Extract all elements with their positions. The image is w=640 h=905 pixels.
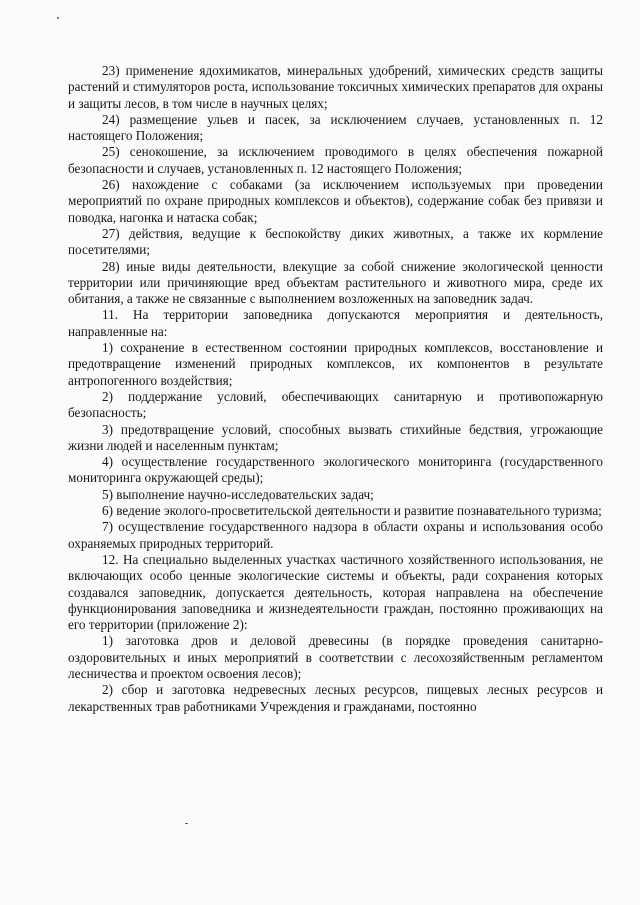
paragraph-item-23: 23) применение ядохимикатов, минеральных удобрений, химических средств защиты растений и стимуляторов роста, использование токсичных химических препаратов для охраны и защиты лесов, в том числе в научных целях; [68, 63, 603, 111]
scan-speck [185, 823, 188, 824]
paragraph-item-27: 27) действия, ведущие к беспокойству диких животных, а также их кормление посетителями; [68, 225, 603, 258]
paragraph-item-26: 26) нахождение с собаками (за исключением используемых при проведении мероприятий по охране природных комплексов и объектов), содержание собак без привязи и поводка, нагонка и натаска собак; [68, 177, 603, 225]
paragraph-11-item-2: 2) поддержание условий, обеспечивающих санитарную и противопожарную безопасность; [68, 388, 603, 421]
paragraph-11-item-1: 1) сохранение в естественном состоянии природных комплексов, восстановление и предотвращение изменений природных комплексов, их компонентов в результате антропогенного воздействия; [68, 340, 603, 388]
scan-speck [57, 17, 59, 19]
paragraph-item-25: 25) сенокошение, за исключением проводимого в целях обеспечения пожарной безопасности и случаев, установленных п. 12 настоящего Положения; [68, 144, 603, 176]
paragraph-11-item-6: 6) ведение эколого-просветительской деятельности и развитие познавательного туризма; [102, 503, 602, 519]
document-body [68, 63, 603, 715]
paragraph-12-item-1: 1) заготовка дров и деловой древесины (в порядке проведения санитарно-оздоровительных и иных мероприятий в соответствии с лесохозяйственным регламентом лесничества и проектом освоения лесов); [68, 633, 603, 681]
paragraph-11-item-3: 3) предотвращение условий, способных вызвать стихийные бедствия, угрожающие жизни людей и населенным пунктам; [68, 421, 603, 453]
paragraph-section-12: 12. На специально выделенных участках частичного хозяйственного использования, не включающих особо ценные экологические системы и объекты, ради сохранения которых создавался заповедник, допускается деятельность, которая направлена на обеспечение функционирования заповедника и жизнедеятельности граждан, постоянно проживающих на его территории (приложение 2): [68, 551, 603, 633]
paragraph-12-item-2: 2) сбор и заготовка недревесных лесных ресурсов, пищевых лесных ресурсов и лекарственных трав работниками Учреждения и гражданами, постоянно [68, 682, 603, 714]
paragraph-item-28: 28) иные виды деятельности, влекущие за собой снижение экологической ценности территории или причиняющие вред объектам растительного и животного мира, среде их обитания, а также не связанные с выполнением возложенных на заповедник задач. [68, 258, 603, 307]
paragraph-11-item-5: 5) выполнение научно-исследовательских задач; [102, 486, 374, 502]
paragraph-11-item-7: 7) осуществление государственного надзора в области охраны и использования особо охраняемых природных территорий. [68, 519, 603, 551]
paragraph-section-11: 11. На территории заповедника допускаются мероприятия и деятельность, направленные на: [68, 307, 603, 339]
paragraph-item-24: 24) размещение ульев и пасек, за исключением случаев, установленных п. 12 настоящего Положения; [68, 111, 603, 144]
paragraph-11-item-4: 4) осуществление государственного экологического мониторинга (государственного мониторинга окружающей среды); [68, 454, 603, 486]
